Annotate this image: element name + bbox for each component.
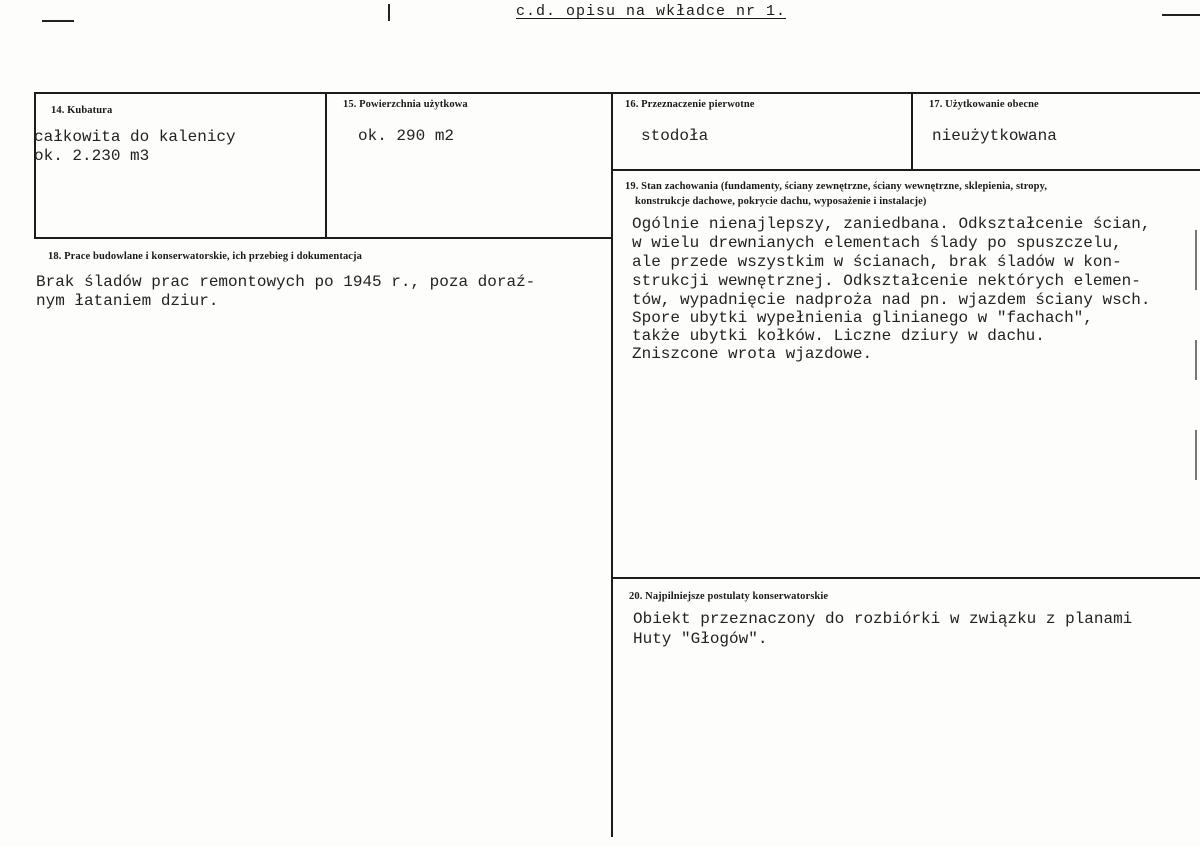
grid-line-mid-left — [34, 237, 613, 239]
grid-line-v2 — [611, 92, 613, 837]
field-17-label: 17. Użytkowanie obecne — [929, 99, 1039, 110]
field-14-label: 14. Kubatura — [51, 105, 113, 116]
field-19-value-line-3: ale przede wszystkim w ścianach, brak śladów w kon- — [632, 253, 1122, 271]
field-19-value-line-7: także ubytki kołków. Liczne dziury w dachu. — [632, 327, 1045, 345]
grid-line-v1 — [325, 92, 327, 239]
field-18-value-line-1: Brak śladów prac remontowych po 1945 r., poza doraź- — [36, 273, 536, 291]
field-19-label-line-2: konstrukcje dachowe, pokrycie dachu, wyposażenie i instalacje) — [635, 196, 927, 207]
field-19-value-line-6: Spore ubytki wypełnienia glinianego w "fachach", — [632, 309, 1093, 327]
continuation-header: c.d. opisu na wkładce nr 1. — [516, 3, 787, 20]
grid-line-v3 — [911, 92, 913, 170]
field-19-value-line-4: strukcji wewnętrznej. Odkształcenie nektórych elemen- — [632, 272, 1141, 290]
field-18-label: 18. Prace budowlane i konserwatorskie, ich przebieg i dokumentacja — [48, 251, 363, 262]
grid-line-mid-right — [612, 169, 1200, 171]
field-17-value: nieużytkowana — [932, 127, 1057, 145]
scan-edge-mark — [1195, 230, 1197, 290]
field-15-value: ok. 290 m2 — [358, 127, 455, 145]
grid-line-top — [34, 92, 1200, 94]
field-16-label: 16. Przeznaczenie pierwotne — [625, 99, 755, 110]
field-14-value-line-2: ok. 2.230 m3 — [34, 147, 150, 165]
field-19-value-line-1: Ogólnie nienajlepszy, zaniedbana. Odkształcenie ścian, — [632, 215, 1151, 233]
grid-line-left-edge — [34, 92, 36, 239]
field-19-value-line-8: Zniszcone wrota wjazdowe. — [632, 345, 873, 363]
field-20-value-line-2: Huty "Głogów". — [633, 630, 768, 648]
field-14-value-line-1: całkowita do kalenicy — [34, 128, 236, 146]
field-20-label: 20. Najpilniejsze postulaty konserwatorskie — [629, 591, 829, 602]
field-19-label-line-1: 19. Stan zachowania (fundamenty, ściany zewnętrzne, ściany wewnętrzne, sklepienia, stropy, — [625, 181, 1048, 192]
scan-edge-mark — [1195, 340, 1197, 380]
field-19-value-line-5: tów, wypadnięcie nadproża nad pn. wjazdem ściany wsch. — [632, 291, 1151, 309]
scan-edge-mark — [1195, 430, 1197, 480]
field-15-label: 15. Powierzchnia użytkowa — [343, 99, 468, 110]
top-right-dash — [1162, 14, 1200, 16]
top-tick-mark — [388, 4, 390, 21]
grid-line-lower-right — [612, 577, 1200, 579]
field-18-value-line-2: nym łataniem dziur. — [36, 292, 219, 310]
top-left-dash — [42, 20, 74, 22]
field-19-value-line-2: w wielu drewnianych elementach ślady po spuszczelu, — [632, 234, 1122, 252]
field-20-value-line-1: Obiekt przeznaczony do rozbiórki w związku z planami — [633, 610, 1133, 628]
field-16-value: stodoła — [641, 127, 709, 145]
